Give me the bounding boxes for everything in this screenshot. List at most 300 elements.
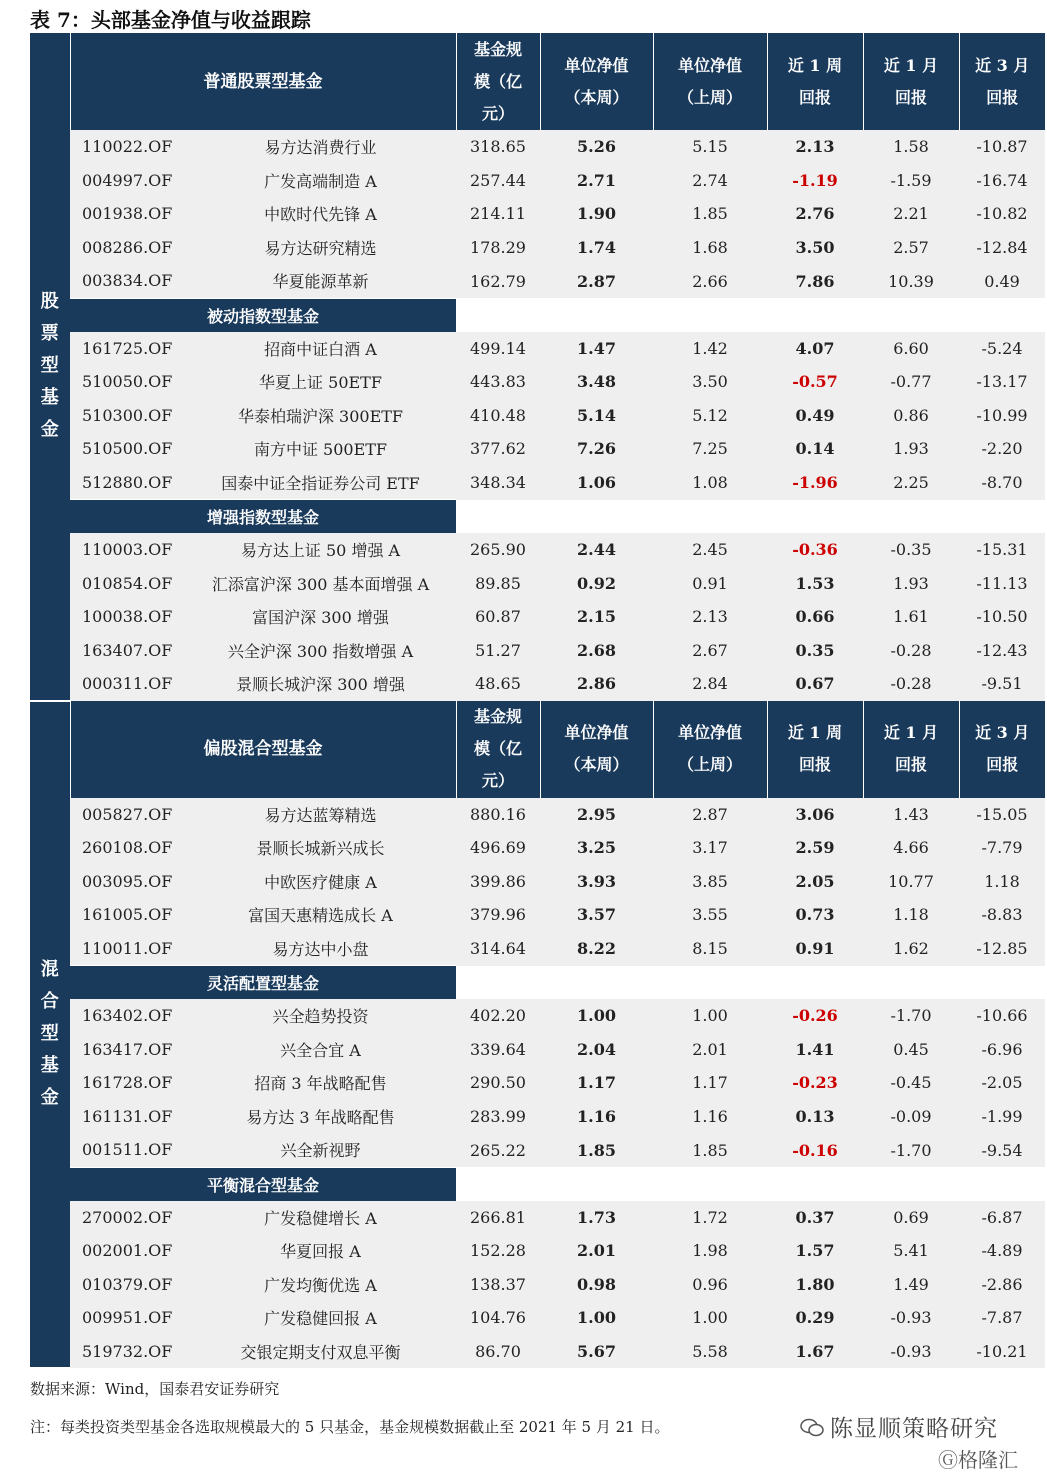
table-row [30, 332, 1045, 366]
column-header-line: （本周） [564, 755, 629, 774]
table-row [30, 798, 1045, 832]
return-1w: 2.76 [767, 197, 863, 231]
nav-this-week: 1.16 [540, 1100, 653, 1134]
return-1m: -0.93 [863, 1301, 959, 1335]
fund-name: 富国沪深 300 增强 [185, 600, 456, 634]
nav-last-week: 1.00 [653, 1301, 767, 1335]
return-1m: 1.93 [863, 567, 959, 601]
fund-code: 002001.OF [70, 1234, 185, 1268]
nav-last-week: 5.15 [653, 130, 767, 164]
nav-this-week: 1.73 [540, 1201, 653, 1235]
return-1w: 1.41 [767, 1033, 863, 1067]
return-1m: 0.86 [863, 399, 959, 433]
return-3m: -12.43 [959, 634, 1045, 668]
table-row [30, 1033, 1045, 1067]
section-header: 增强指数型基金 [70, 500, 456, 534]
nav-last-week: 1.17 [653, 1066, 767, 1100]
return-3m: -4.89 [959, 1234, 1045, 1268]
fund-size: 48.65 [456, 667, 540, 701]
footnote: 注：每类投资类型基金各选取规模最大的 5 只基金，基金规模数据截止至 2021 年 5 月 21 日。 [30, 1418, 670, 1436]
column-header-line: 近 1 月 [883, 55, 939, 75]
fund-size: 318.65 [456, 130, 540, 164]
fund-code: 005827.OF [70, 798, 185, 832]
nav-this-week: 2.04 [540, 1033, 653, 1067]
section-spacer [456, 966, 1045, 1000]
fund-code: 110011.OF [70, 932, 185, 966]
nav-last-week: 0.91 [653, 567, 767, 601]
column-header-size [456, 701, 540, 798]
fund-code: 161728.OF [70, 1066, 185, 1100]
return-1m: 1.18 [863, 898, 959, 932]
fund-code: 010379.OF [70, 1268, 185, 1302]
nav-last-week: 1.85 [653, 1133, 767, 1167]
return-3m: -10.99 [959, 399, 1045, 433]
fund-size: 138.37 [456, 1268, 540, 1302]
fund-size: 348.34 [456, 466, 540, 500]
return-3m: -10.50 [959, 600, 1045, 634]
table-row [30, 999, 1045, 1033]
fund-code: 004997.OF [70, 164, 185, 198]
column-header-line: 近 1 月 [883, 723, 939, 742]
table-row [30, 634, 1045, 668]
group-label [30, 701, 70, 1369]
return-3m: -13.17 [959, 365, 1045, 399]
fund-code: 110003.OF [70, 533, 185, 567]
return-1m: 10.39 [863, 264, 959, 298]
nav-this-week: 2.15 [540, 600, 653, 634]
table-row [30, 231, 1045, 265]
table-row [30, 164, 1045, 198]
return-3m: -15.31 [959, 533, 1045, 567]
fund-name: 招商中证白酒 A [185, 332, 456, 366]
return-1m: -0.28 [863, 667, 959, 701]
return-3m: -11.13 [959, 567, 1045, 601]
fund-size: 162.79 [456, 264, 540, 298]
column-header-line: 基金规 [473, 707, 522, 726]
nav-this-week: 3.48 [540, 365, 653, 399]
fund-size: 339.64 [456, 1033, 540, 1067]
return-1m: 0.69 [863, 1201, 959, 1235]
group-label-char: 基 [40, 1055, 59, 1077]
column-header-nav_this [540, 701, 653, 798]
group-label-char: 基 [40, 387, 59, 409]
table-row [30, 264, 1045, 298]
return-1w: 0.35 [767, 634, 863, 668]
fund-name: 广发稳健回报 A [185, 1301, 456, 1335]
return-1w: 2.59 [767, 831, 863, 865]
table-row [30, 831, 1045, 865]
group-label-char: 金 [40, 419, 59, 441]
table-row [30, 567, 1045, 601]
nav-last-week: 3.55 [653, 898, 767, 932]
brand-logo-icon: Ⓖ [938, 1448, 958, 1472]
nav-last-week: 3.85 [653, 865, 767, 899]
nav-last-week: 7.25 [653, 432, 767, 466]
return-1w: 0.73 [767, 898, 863, 932]
column-header-ret_1m [863, 33, 959, 130]
table-row [30, 1201, 1045, 1235]
column-header-nav_last [653, 701, 767, 798]
return-3m: -6.87 [959, 1201, 1045, 1235]
fund-size: 257.44 [456, 164, 540, 198]
nav-this-week: 2.44 [540, 533, 653, 567]
return-1w: -0.23 [767, 1066, 863, 1100]
nav-this-week: 3.93 [540, 865, 653, 899]
return-3m: -8.70 [959, 466, 1045, 500]
fund-size: 283.99 [456, 1100, 540, 1134]
section-header: 普通股票型基金 [70, 33, 456, 130]
nav-last-week: 8.15 [653, 932, 767, 966]
return-1w: 0.13 [767, 1100, 863, 1134]
fund-size: 402.20 [456, 999, 540, 1033]
return-1w: 2.13 [767, 130, 863, 164]
table-row [30, 1335, 1045, 1369]
table-row [30, 932, 1045, 966]
return-1m: 4.66 [863, 831, 959, 865]
fund-code: 100038.OF [70, 600, 185, 634]
nav-last-week: 2.74 [653, 164, 767, 198]
return-1m: -1.59 [863, 164, 959, 198]
return-1m: 10.77 [863, 865, 959, 899]
data-source: 数据来源：Wind，国泰君安证券研究 [30, 1380, 280, 1398]
fund-name: 易方达蓝筹精选 [185, 798, 456, 832]
return-1m: 1.93 [863, 432, 959, 466]
fund-size: 152.28 [456, 1234, 540, 1268]
fund-size: 880.16 [456, 798, 540, 832]
fund-name: 富国天惠精选成长 A [185, 898, 456, 932]
nav-last-week: 1.68 [653, 231, 767, 265]
return-1m: 0.45 [863, 1033, 959, 1067]
return-1m: -0.77 [863, 365, 959, 399]
return-3m: -10.82 [959, 197, 1045, 231]
nav-last-week: 2.45 [653, 533, 767, 567]
fund-name: 广发高端制造 A [185, 164, 456, 198]
column-header-ret_1m [863, 701, 959, 798]
return-3m: -2.20 [959, 432, 1045, 466]
fund-code: 009951.OF [70, 1301, 185, 1335]
nav-last-week: 3.50 [653, 365, 767, 399]
nav-this-week: 2.87 [540, 264, 653, 298]
return-1w: 0.67 [767, 667, 863, 701]
fund-name: 华夏回报 A [185, 1234, 456, 1268]
fund-code: 519732.OF [70, 1335, 185, 1369]
nav-this-week: 2.71 [540, 164, 653, 198]
nav-last-week: 5.12 [653, 399, 767, 433]
nav-this-week: 1.47 [540, 332, 653, 366]
column-header-line: 模（亿 [473, 739, 522, 758]
fund-code: 161725.OF [70, 332, 185, 366]
return-1w: 0.66 [767, 600, 863, 634]
subsection-row [30, 500, 1045, 534]
nav-this-week: 1.17 [540, 1066, 653, 1100]
column-header-line: （上周） [677, 87, 742, 107]
return-1m: 1.58 [863, 130, 959, 164]
nav-this-week: 2.01 [540, 1234, 653, 1268]
column-header-line: 单位净值 [677, 723, 742, 742]
fund-code: 512880.OF [70, 466, 185, 500]
fund-name: 交银定期支付双息平衡 [185, 1335, 456, 1369]
column-header-line: 近 3 月 [975, 723, 1030, 742]
fund-name: 兴全趋势投资 [185, 999, 456, 1033]
nav-last-week: 1.98 [653, 1234, 767, 1268]
column-header-nav_this [540, 33, 653, 130]
table-row [30, 365, 1045, 399]
fund-name: 中欧医疗健康 A [185, 865, 456, 899]
nav-this-week: 2.86 [540, 667, 653, 701]
nav-this-week: 7.26 [540, 432, 653, 466]
fund-code: 000311.OF [70, 667, 185, 701]
group-label-char: 合 [40, 991, 59, 1013]
nav-last-week: 2.67 [653, 634, 767, 668]
column-header-line: 基金规 [473, 39, 522, 59]
return-1m: 1.43 [863, 798, 959, 832]
column-header-ret_1w [767, 701, 863, 798]
fund-code: 510050.OF [70, 365, 185, 399]
fund-code: 163402.OF [70, 999, 185, 1033]
return-3m: -7.79 [959, 831, 1045, 865]
return-1w: -0.16 [767, 1133, 863, 1167]
fund-code: 003834.OF [70, 264, 185, 298]
nav-last-week: 0.96 [653, 1268, 767, 1302]
nav-last-week: 2.13 [653, 600, 767, 634]
fund-name: 华夏能源革新 [185, 264, 456, 298]
fund-size: 178.29 [456, 231, 540, 265]
column-header-line: 单位净值 [564, 55, 629, 75]
table-row [30, 432, 1045, 466]
fund-name: 易方达消费行业 [185, 130, 456, 164]
fund-size: 399.86 [456, 865, 540, 899]
fund-name: 兴全合宜 A [185, 1033, 456, 1067]
return-1w: 2.05 [767, 865, 863, 899]
return-1m: 1.49 [863, 1268, 959, 1302]
fund-size: 265.22 [456, 1133, 540, 1167]
column-header-ret_3m [959, 701, 1045, 798]
column-header-line: （上周） [677, 755, 742, 774]
subsection-row [30, 1167, 1045, 1201]
nav-this-week: 5.26 [540, 130, 653, 164]
fund-size: 214.11 [456, 197, 540, 231]
nav-this-week: 8.22 [540, 932, 653, 966]
nav-this-week: 2.95 [540, 798, 653, 832]
fund-size: 410.48 [456, 399, 540, 433]
fund-name: 易方达 3 年战略配售 [185, 1100, 456, 1134]
section-spacer [456, 500, 1045, 534]
return-1w: 1.57 [767, 1234, 863, 1268]
nav-this-week: 0.92 [540, 567, 653, 601]
table-row [30, 865, 1045, 899]
fund-name: 华夏上证 50ETF [185, 365, 456, 399]
fund-name: 中欧时代先锋 A [185, 197, 456, 231]
table-row [30, 667, 1045, 701]
fund-code: 110022.OF [70, 130, 185, 164]
section-spacer [456, 1167, 1045, 1201]
return-1m: -1.70 [863, 1133, 959, 1167]
fund-name: 国泰中证全指证券公司 ETF [185, 466, 456, 500]
nav-last-week: 2.87 [653, 798, 767, 832]
return-3m: -2.05 [959, 1066, 1045, 1100]
column-header-line: 模（亿 [473, 71, 522, 91]
section-spacer [456, 298, 1045, 332]
return-1w: 1.53 [767, 567, 863, 601]
nav-this-week: 5.14 [540, 399, 653, 433]
return-3m: -2.86 [959, 1268, 1045, 1302]
return-1m: 2.21 [863, 197, 959, 231]
nav-last-week: 1.16 [653, 1100, 767, 1134]
table-title: 表 7：头部基金净值与收益跟踪 [30, 8, 311, 32]
fund-code: 003095.OF [70, 865, 185, 899]
fund-code: 163407.OF [70, 634, 185, 668]
fund-code: 510500.OF [70, 432, 185, 466]
column-header-line: 单位净值 [564, 723, 629, 742]
return-1m: -1.70 [863, 999, 959, 1033]
column-header-line: 元） [481, 771, 514, 790]
nav-last-week: 5.58 [653, 1335, 767, 1369]
group-label [30, 33, 70, 701]
return-1m: 5.41 [863, 1234, 959, 1268]
fund-name: 汇添富沪深 300 基本面增强 A [185, 567, 456, 601]
column-header-nav_last [653, 33, 767, 130]
group-label-char: 金 [40, 1087, 59, 1109]
return-3m: -15.05 [959, 798, 1045, 832]
fund-code: 008286.OF [70, 231, 185, 265]
return-3m: -9.54 [959, 1133, 1045, 1167]
return-3m: -12.84 [959, 231, 1045, 265]
return-3m: -16.74 [959, 164, 1045, 198]
section-header: 被动指数型基金 [70, 298, 456, 332]
nav-this-week: 3.57 [540, 898, 653, 932]
fund-name: 招商 3 年战略配售 [185, 1066, 456, 1100]
table-row [30, 898, 1045, 932]
table-row [30, 1133, 1045, 1167]
fund-size: 499.14 [456, 332, 540, 366]
fund-name: 易方达上证 50 增强 A [185, 533, 456, 567]
return-1w: 4.07 [767, 332, 863, 366]
nav-this-week: 1.74 [540, 231, 653, 265]
return-1m: 2.57 [863, 231, 959, 265]
column-header-size [456, 33, 540, 130]
fund-name: 景顺长城沪深 300 增强 [185, 667, 456, 701]
return-3m: 0.49 [959, 264, 1045, 298]
return-1w: 3.50 [767, 231, 863, 265]
return-1w: -0.36 [767, 533, 863, 567]
nav-last-week: 1.00 [653, 999, 767, 1033]
column-header-line: 回报 [798, 755, 831, 774]
fund-size: 60.87 [456, 600, 540, 634]
column-header-line: 近 3 月 [975, 55, 1030, 75]
wechat-watermark [800, 1410, 998, 1443]
fund-code: 161005.OF [70, 898, 185, 932]
return-1m: 6.60 [863, 332, 959, 366]
return-3m: -10.66 [959, 999, 1045, 1033]
table-row [30, 1301, 1045, 1335]
return-3m: 1.18 [959, 865, 1045, 899]
nav-this-week: 2.68 [540, 634, 653, 668]
nav-last-week: 2.84 [653, 667, 767, 701]
nav-last-week: 1.85 [653, 197, 767, 231]
group-label-char: 型 [40, 1023, 59, 1045]
return-1w: 1.67 [767, 1335, 863, 1369]
table-row [30, 1268, 1045, 1302]
table-row [30, 130, 1045, 164]
table-row [30, 197, 1045, 231]
group-label-char: 票 [40, 323, 59, 345]
return-3m: -9.51 [959, 667, 1045, 701]
return-1m: -0.09 [863, 1100, 959, 1134]
section-header: 灵活配置型基金 [70, 966, 456, 1000]
return-3m: -6.96 [959, 1033, 1045, 1067]
fund-size: 377.62 [456, 432, 540, 466]
fund-table [30, 33, 1045, 1369]
return-1m: -0.45 [863, 1066, 959, 1100]
column-header-line: 回报 [798, 87, 831, 107]
section-header: 偏股混合型基金 [70, 701, 456, 798]
return-1m: 1.61 [863, 600, 959, 634]
return-1m: -0.28 [863, 634, 959, 668]
return-3m: -1.99 [959, 1100, 1045, 1134]
return-1w: -1.96 [767, 466, 863, 500]
column-header-line: 回报 [894, 755, 927, 774]
nav-this-week: 1.90 [540, 197, 653, 231]
return-3m: -8.83 [959, 898, 1045, 932]
nav-this-week: 1.06 [540, 466, 653, 500]
subsection-row [30, 966, 1045, 1000]
nav-last-week: 3.17 [653, 831, 767, 865]
fund-size: 104.76 [456, 1301, 540, 1335]
fund-name: 易方达研究精选 [185, 231, 456, 265]
fund-name: 兴全沪深 300 指数增强 A [185, 634, 456, 668]
column-header-line: 回报 [986, 87, 1019, 107]
fund-code: 001938.OF [70, 197, 185, 231]
group-label-char: 型 [40, 355, 59, 377]
return-1w: -0.26 [767, 999, 863, 1033]
nav-this-week: 5.67 [540, 1335, 653, 1369]
watermark-text: 陈显顺策略研究 [830, 1416, 998, 1442]
fund-size: 265.90 [456, 533, 540, 567]
return-3m: -12.85 [959, 932, 1045, 966]
nav-this-week: 1.00 [540, 999, 653, 1033]
fund-name: 广发均衡优选 A [185, 1268, 456, 1302]
return-1w: 1.80 [767, 1268, 863, 1302]
wechat-icon [800, 1418, 824, 1438]
nav-this-week: 0.98 [540, 1268, 653, 1302]
return-1w: 0.29 [767, 1301, 863, 1335]
return-1w: 7.86 [767, 264, 863, 298]
column-header-line: （本周） [564, 87, 629, 107]
fund-code: 010854.OF [70, 567, 185, 601]
group-label-char: 股 [40, 291, 59, 313]
column-header-line: 回报 [894, 87, 927, 107]
fund-size: 379.96 [456, 898, 540, 932]
nav-last-week: 1.08 [653, 466, 767, 500]
return-1m: -0.35 [863, 533, 959, 567]
fund-code: 270002.OF [70, 1201, 185, 1235]
column-header-ret_1w [767, 33, 863, 130]
fund-code: 260108.OF [70, 831, 185, 865]
fund-name: 易方达中小盘 [185, 932, 456, 966]
return-1w: 0.49 [767, 399, 863, 433]
fund-code: 161131.OF [70, 1100, 185, 1134]
header-row [30, 701, 1045, 798]
return-1w: 0.14 [767, 432, 863, 466]
fund-size: 290.50 [456, 1066, 540, 1100]
fund-size: 266.81 [456, 1201, 540, 1235]
return-3m: -7.87 [959, 1301, 1045, 1335]
nav-this-week: 3.25 [540, 831, 653, 865]
return-1w: -1.19 [767, 164, 863, 198]
fund-size: 496.69 [456, 831, 540, 865]
table-row [30, 466, 1045, 500]
return-3m: -10.21 [959, 1335, 1045, 1369]
